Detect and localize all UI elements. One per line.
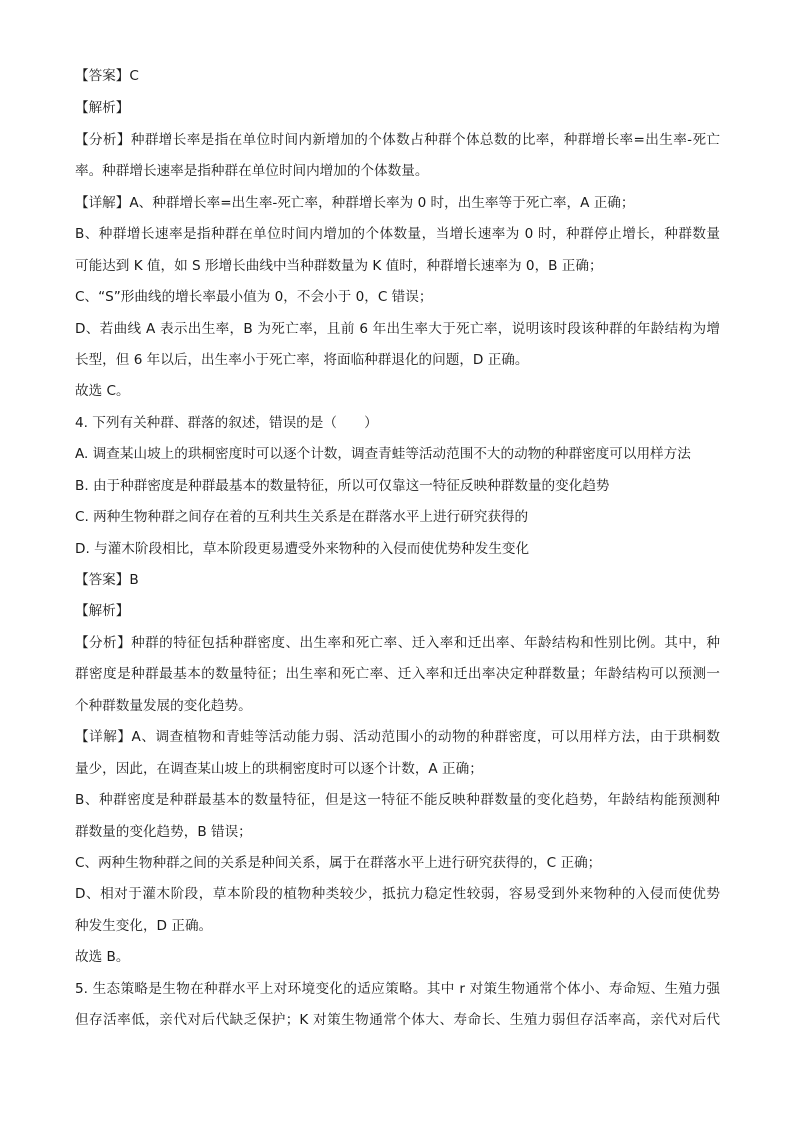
detail-text-line: 群数量的变化趋势，B 错误； — [75, 824, 252, 840]
question-4-stem: 4. 下列有关种群、群落的叙述，错误的是（ ） — [75, 415, 378, 431]
question-4-option-a: A. 调查某山坡上的珙桐密度时可以逐个计数，调查青蛙等活动范围不大的动物的种群密度可以用样方法 — [75, 446, 691, 462]
question-5-stem-line: 但存活率低，亲代对后代缺乏保护；K 对策生物通常个体大、寿命长、生殖力弱但存活率高，亲代对后代 — [75, 1012, 720, 1028]
answer-label-1: 【答案】C — [75, 68, 139, 84]
analysis-text-line: 群密度是种群最基本的数量特征；出生率和死亡率、迁入率和迁出率决定种群数量；年龄结构可以预测一 — [75, 666, 720, 682]
question-4-option-d: D. 与灌木阶段相比，草本阶段更易遭受外来物种的入侵而使优势种发生变化 — [75, 541, 530, 557]
detail-text-line: 长型，但 6 年以后，出生率小于死亡率，将面临种群退化的问题，D 正确。 — [75, 352, 529, 368]
detail-text-line: C、两种生物种群之间的关系是种间关系，属于在群落水平上进行研究获得的，C 正确； — [75, 855, 602, 871]
analysis-label-1: 【解析】 — [75, 100, 130, 116]
question-5-stem-line: 5. 生态策略是生物在种群水平上对环境变化的适应策略。其中 r 对策生物通常个体小、寿命短、生殖力强 — [75, 981, 720, 997]
detail-text-line: B、种群增长速率是指种群在单位时间内增加的个体数量，当增长速率为 0 时，种群停止增长，种群数量 — [75, 226, 720, 242]
analysis-text-line: 率。种群增长速率是指种群在单位时间内增加的个体数量。 — [75, 163, 429, 179]
analysis-label-2: 【解析】 — [75, 603, 130, 619]
detail-text-line: C、“S”形曲线的增长率最小值为 0，不会小于 0，C 错误； — [75, 289, 433, 305]
detail-text-line: 种发生变化，D 正确。 — [75, 918, 213, 934]
detail-text-line: D、相对于灌木阶段，草本阶段的植物种类较少，抵抗力稳定性较弱，容易受到外来物种的入侵而使优势 — [75, 886, 720, 902]
analysis-text-line: 【分析】种群的特征包括种群密度、出生率和死亡率、迁入率和迁出率、年龄结构和性别比例。其中，种 — [75, 635, 720, 651]
conclusion-line: 故选 B。 — [75, 949, 130, 965]
detail-text-line: 可能达到 K 值，如 S 形增长曲线中当种群数量为 K 值时，种群增长速率为 0，B 正确； — [75, 258, 603, 274]
detail-text-line: B、种群密度是种群最基本的数量特征，但是这一特征不能反映种群数量的变化趋势，年龄结构能预测种 — [75, 792, 720, 808]
detail-text-line: 量少，因此，在调查某山坡上的珙桐密度时可以逐个计数，A 正确； — [75, 761, 483, 777]
detail-text-line: D、若曲线 A 表示出生率，B 为死亡率，且前 6 年出生率大于死亡率，说明该时段该种群的年龄结构为增 — [75, 321, 720, 337]
answer-label-2: 【答案】B — [75, 572, 139, 588]
detail-text-line: 【详解】A、种群增长率=出生率-死亡率，种群增长率为 0 时，出生率等于死亡率，A 正确； — [75, 195, 635, 211]
detail-text-line: 【详解】A、调查植物和青蛙等活动能力弱、活动范围小的动物的种群密度，可以用样方法，由于珙桐数 — [75, 729, 720, 745]
analysis-text-line: 个种群数量发展的变化趋势。 — [75, 698, 252, 714]
analysis-text-line: 【分析】种群增长率是指在单位时间内新增加的个体数占种群个体总数的比率，种群增长率=出生率-死亡 — [75, 132, 720, 148]
question-4-option-b: B. 由于种群密度是种群最基本的数量特征，所以可仅靠这一特征反映种群数量的变化趋势 — [75, 478, 610, 494]
conclusion-line: 故选 C。 — [75, 383, 130, 399]
question-4-option-c: C. 两种生物种群之间存在着的互利共生关系是在群落水平上进行研究获得的 — [75, 509, 529, 525]
